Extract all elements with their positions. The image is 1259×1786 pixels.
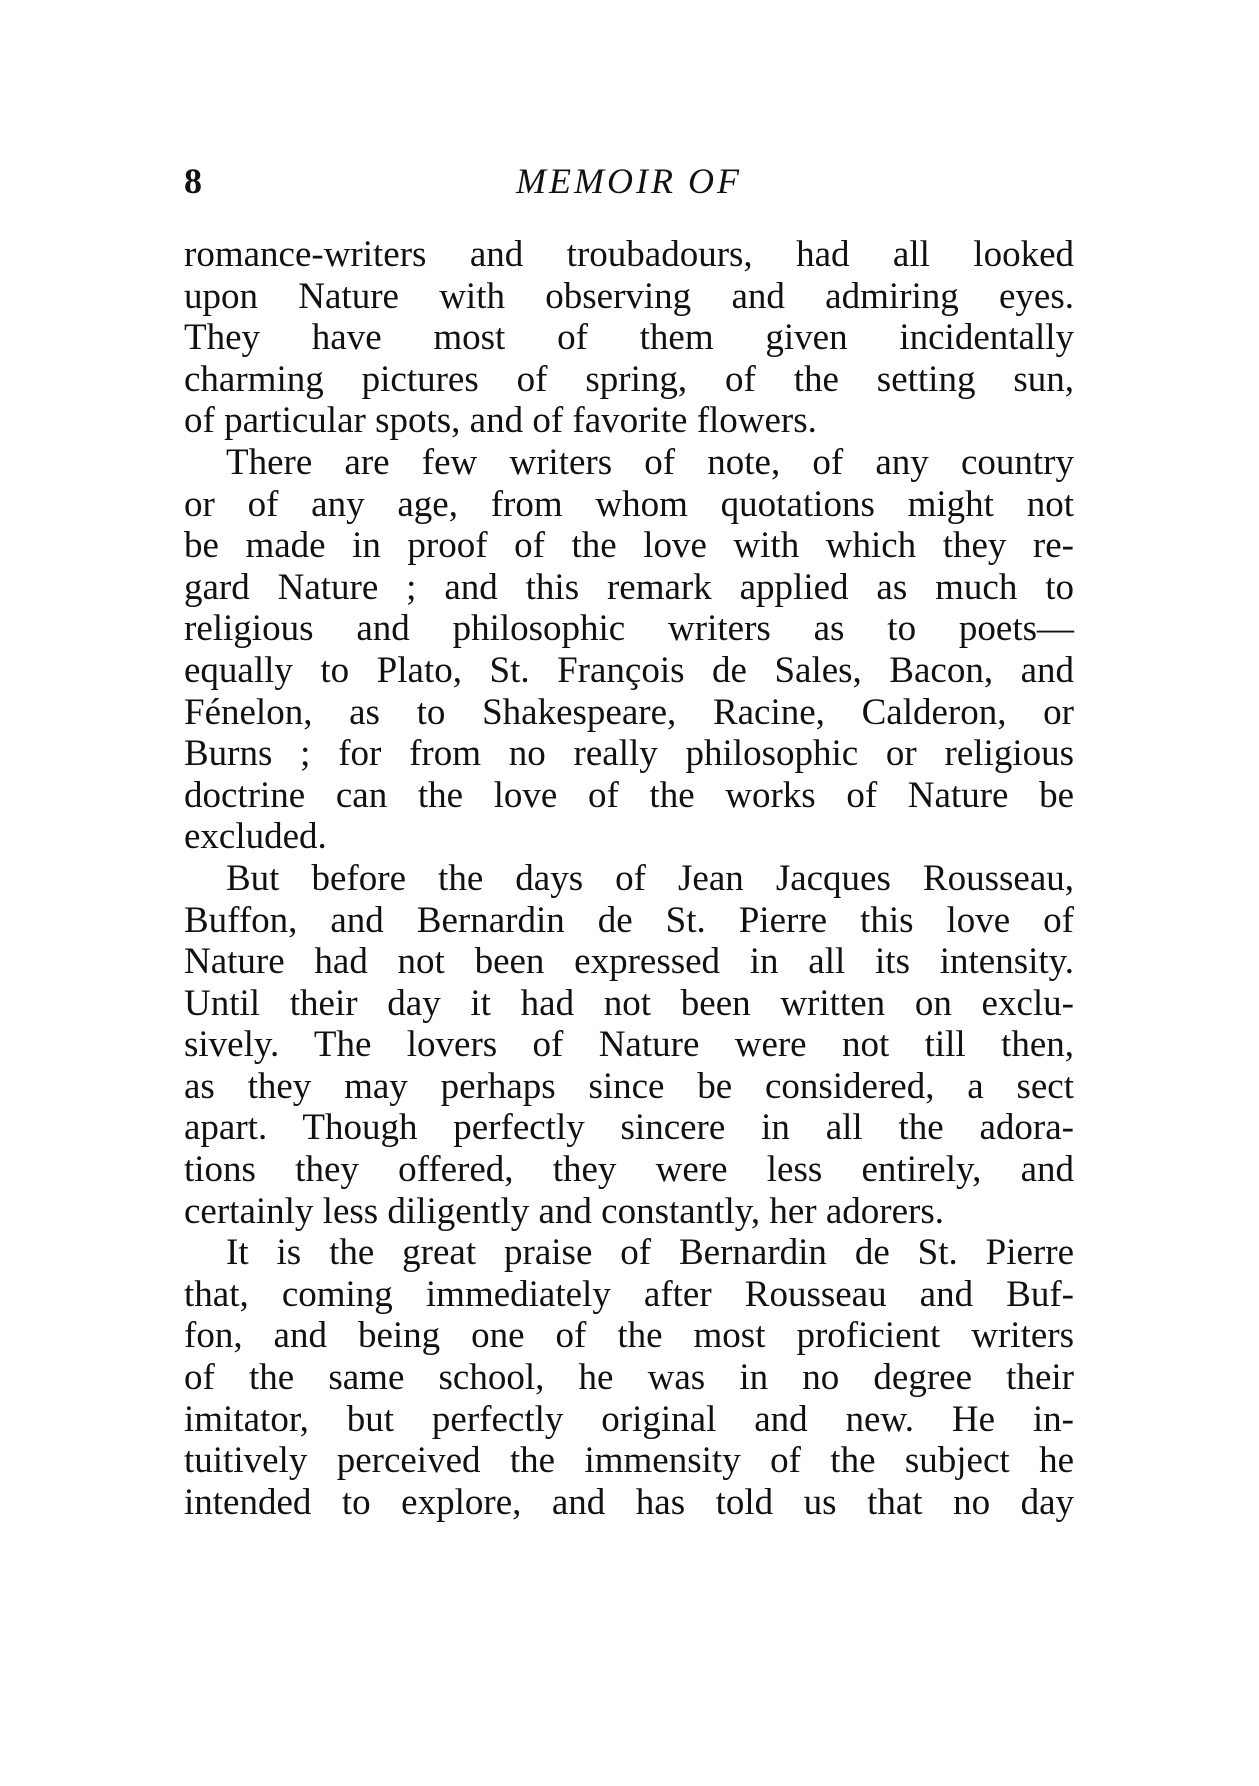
text-line: upon Nature with observing and admiring eyes.	[184, 275, 1074, 317]
text-line: of the same school, he was in no degree their	[184, 1357, 1074, 1399]
running-title: MEMOIR OF	[516, 161, 742, 201]
text-line: equally to Plato, St. François de Sales, Bacon, and	[184, 649, 1074, 691]
text-line: Nature had not been expressed in all its intensity.	[184, 941, 1074, 983]
text-line: that, coming immediately after Rousseau and Buf-	[184, 1273, 1074, 1315]
text-line: fon, and being one of the most proficient writers	[184, 1315, 1074, 1357]
text-line: romance-writers and troubadours, had all looked	[184, 234, 1074, 275]
text-line: apart. Though perfectly sincere in all the adora-	[184, 1107, 1074, 1149]
text-line: intended to explore, and has told us that no day	[184, 1481, 1074, 1523]
text-line: or of any age, from whom quotations might not	[184, 483, 1074, 525]
text-line: of particular spots, and of favorite flowers.	[184, 400, 817, 442]
text-line: sively. The lovers of Nature were not till then,	[184, 1024, 1074, 1066]
body-text	[184, 234, 1074, 1523]
text-line: certainly less diligently and constantly, her adorers.	[184, 1190, 944, 1232]
text-line: Fénelon, as to Shakespeare, Racine, Calderon, or	[184, 691, 1074, 733]
text-line: be made in proof of the love with which they re-	[184, 525, 1074, 567]
text-line: Until their day it had not been written on exclu-	[184, 982, 1074, 1024]
text-line: charming pictures of spring, of the setting sun,	[184, 358, 1074, 400]
text-line: tuitively perceived the immensity of the subject he	[184, 1440, 1074, 1482]
running-head	[184, 156, 1074, 206]
text-line: gard Nature ; and this remark applied as much to	[184, 566, 1074, 608]
page-number: 8	[184, 161, 202, 201]
text-line: imitator, but perfectly original and new. He in-	[184, 1398, 1074, 1440]
text-line: doctrine can the love of the works of Nature be	[184, 774, 1074, 816]
text-line: It is the great praise of Bernardin de St. Pierre	[226, 1232, 1074, 1274]
text-line: as they may perhaps since be considered, a sect	[184, 1065, 1074, 1107]
text-line: Burns ; for from no really philosophic or religious	[184, 733, 1074, 775]
text-line: Buffon, and Bernardin de St. Pierre this love of	[184, 899, 1074, 941]
text-line: But before the days of Jean Jacques Rousseau,	[226, 857, 1074, 899]
text-line: religious and philosophic writers as to poets—	[184, 608, 1074, 650]
text-line: excluded.	[184, 816, 327, 858]
text-line: There are few writers of note, of any country	[226, 441, 1074, 483]
text-line: They have most of them given incidentally	[184, 317, 1074, 359]
text-line: tions they offered, they were less entirely, and	[184, 1149, 1074, 1191]
